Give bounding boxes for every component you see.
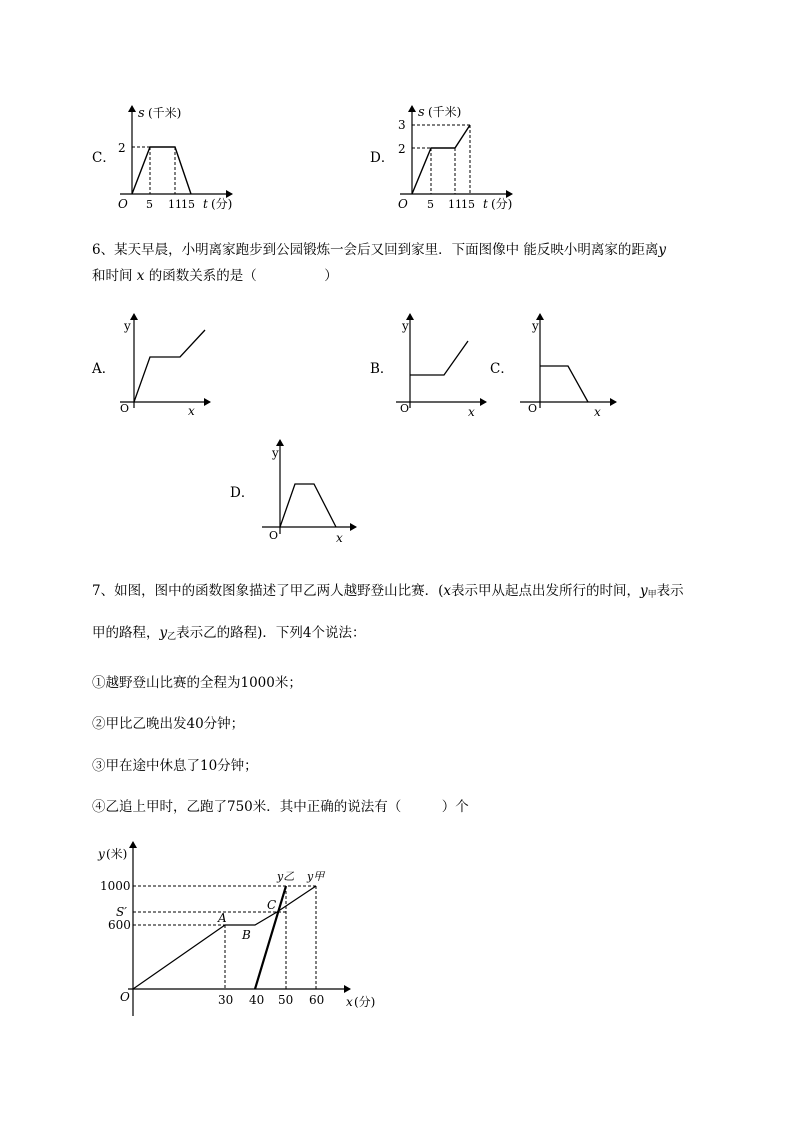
q6-option-b-graph bbox=[388, 308, 493, 423]
x-axis-label: x bbox=[188, 404, 195, 418]
q7-statement-1: ①越野登山比赛的全程为1000米； bbox=[92, 675, 302, 691]
line-yi-label: y乙 bbox=[277, 870, 295, 883]
q6-option-c-graph bbox=[518, 308, 628, 423]
origin-label: O bbox=[398, 197, 408, 211]
y-axis-unit: (米) bbox=[106, 847, 128, 861]
x-axis-var: t bbox=[203, 197, 208, 211]
ytick: 3 bbox=[398, 118, 406, 132]
point-c-label: C bbox=[267, 898, 277, 912]
q5-option-c-graph bbox=[110, 98, 250, 218]
origin-label: O bbox=[269, 529, 279, 542]
x-axis-label: x bbox=[468, 405, 475, 419]
x-axis-var: t bbox=[483, 197, 488, 211]
q6-option-d-letter: D． bbox=[230, 485, 255, 501]
y-axis-var: y bbox=[98, 847, 105, 861]
ytick-600: 600 bbox=[108, 918, 131, 932]
y-axis-label: y bbox=[272, 446, 279, 460]
origin-label: O bbox=[120, 402, 130, 415]
ytick: 2 bbox=[118, 141, 126, 155]
x-axis-label: x bbox=[336, 531, 343, 545]
xtick-40: 40 bbox=[249, 993, 265, 1007]
origin-label: O bbox=[118, 197, 128, 211]
q6-question-line2: 和时间 x 的函数关系的是（ ） bbox=[92, 268, 338, 284]
q5-option-d-graph bbox=[390, 98, 530, 218]
x-axis-unit: (分) bbox=[491, 197, 513, 211]
y-axis-var: s bbox=[138, 106, 145, 121]
xtick: 5 bbox=[427, 198, 434, 211]
xtick-50: 50 bbox=[278, 993, 294, 1007]
xtick-30: 30 bbox=[218, 993, 234, 1007]
origin-label: O bbox=[528, 402, 538, 415]
q5-option-d-letter: D． bbox=[370, 150, 395, 166]
xtick: 15 bbox=[181, 198, 195, 211]
xtick: 11 bbox=[448, 198, 462, 211]
y-axis-label: y bbox=[124, 319, 131, 333]
ytick-s-prime: S′ bbox=[116, 905, 127, 919]
distance-line bbox=[412, 125, 470, 194]
x-axis-label: x bbox=[594, 405, 601, 419]
point-b-label: B bbox=[242, 928, 251, 942]
origin-label: O bbox=[400, 402, 410, 415]
q6-option-c-letter: C． bbox=[490, 361, 514, 377]
ytick-1000: 1000 bbox=[100, 879, 131, 893]
ytick: 2 bbox=[398, 142, 406, 156]
y-axis-label: y bbox=[532, 319, 539, 333]
q6-question-line1: 6、某天早晨，小明离家跑步到公园锻炼一会后又回到家里．下面图像中 能反映小明离家的距离y bbox=[92, 242, 667, 258]
q7-statement-3: ③甲在途中休息了10分钟； bbox=[92, 758, 258, 774]
q7-statement-2: ②甲比乙晚出发40分钟； bbox=[92, 716, 245, 732]
q6-option-a-letter: A． bbox=[92, 361, 116, 377]
y-axis-var: s bbox=[418, 105, 425, 120]
xtick: 11 bbox=[168, 198, 182, 211]
distance-line bbox=[132, 147, 191, 194]
y-axis-unit: (千米) bbox=[148, 106, 182, 120]
xtick-60: 60 bbox=[309, 993, 325, 1007]
y-axis-label: y bbox=[402, 319, 409, 333]
q6-option-a-graph bbox=[112, 308, 222, 423]
x-axis-unit: (分) bbox=[354, 995, 376, 1009]
q6-option-d-graph bbox=[258, 434, 363, 549]
y-axis-unit: (千米) bbox=[428, 105, 462, 119]
point-a-label: A bbox=[218, 911, 227, 925]
q5-option-c-letter: C． bbox=[92, 150, 116, 166]
q7-question-line1: 7、如图，图中的函数图象描述了甲乙两人越野登山比赛．(x表示甲从起点出发所行的时间，$y_甲$表示 bbox=[92, 583, 684, 600]
q6-option-b-letter: B． bbox=[370, 361, 394, 377]
x-axis-unit: (分) bbox=[211, 197, 233, 211]
xtick: 15 bbox=[461, 198, 475, 211]
line-jia-label: y甲 bbox=[307, 870, 325, 883]
q7-question-line2: 甲的路程，$y_乙$表示乙的路程)．下列4个说法： bbox=[92, 625, 366, 642]
xtick: 5 bbox=[146, 198, 153, 211]
x-axis-var: x bbox=[346, 995, 353, 1009]
q7-graph bbox=[92, 838, 392, 1016]
origin-label: O bbox=[120, 990, 130, 1004]
q7-statement-4: ④乙追上甲时，乙跑了750米．其中正确的说法有（ ）个 bbox=[92, 799, 469, 815]
